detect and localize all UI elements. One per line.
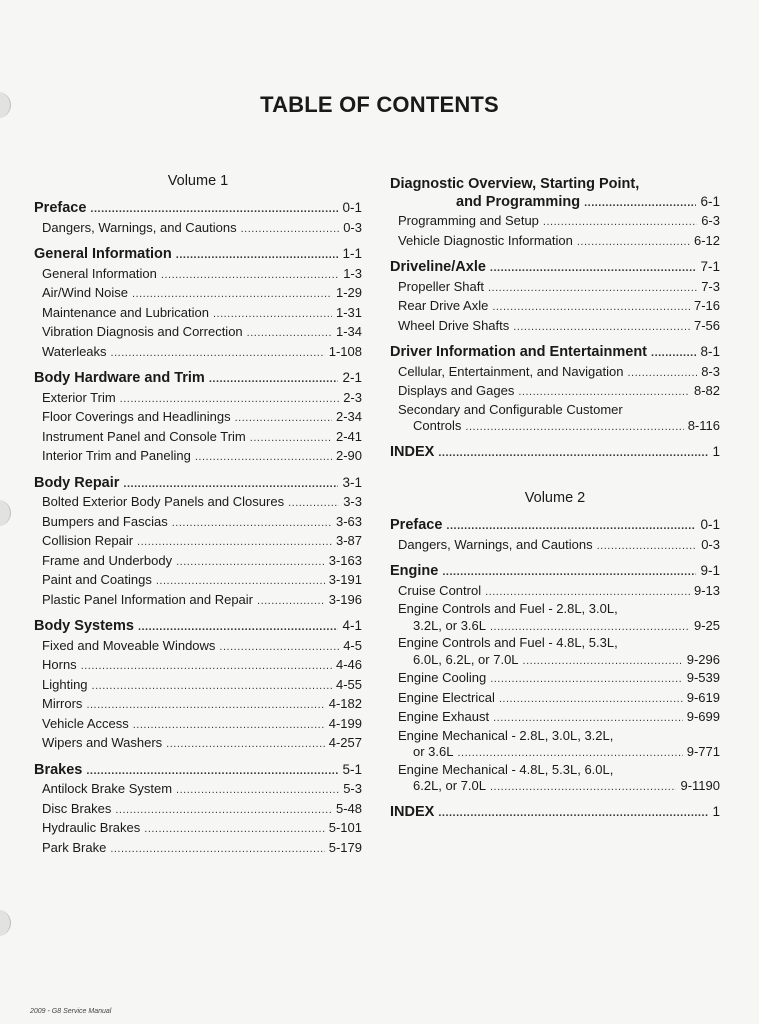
- toc-section[interactable]: [34, 369, 362, 467]
- toc-item-label: Hydraulic Brakes: [42, 820, 141, 835]
- toc-item-label: Vehicle Access: [42, 715, 129, 731]
- toc-section-diagnostic[interactable]: [390, 176, 720, 251]
- toc-item-label: Propeller Shaft: [398, 278, 484, 294]
- toc-item-page: 4-182: [328, 696, 362, 711]
- volume-2-heading: Volume 2: [524, 490, 586, 506]
- toc-item[interactable]: [34, 656, 362, 676]
- toc-item[interactable]: [34, 343, 362, 363]
- toc-item-page: 0-3: [701, 536, 720, 552]
- toc-item[interactable]: [390, 635, 720, 669]
- toc-item[interactable]: [390, 317, 720, 337]
- section-page: 0-1: [700, 517, 720, 532]
- toc-item-label: Engine Mechanical - 4.8L, 5.3L, 6.0L,: [398, 761, 614, 777]
- index-title: INDEX: [390, 803, 435, 820]
- section-title: Body Hardware and Trim: [34, 370, 205, 386]
- toc-item-label: Vibration Diagnosis and Correction: [42, 324, 243, 339]
- section-title: Driver Information and Entertainment: [390, 344, 648, 360]
- toc-item-label: Collision Repair: [42, 533, 134, 548]
- toc-item[interactable]: [34, 715, 362, 735]
- toc-item-page: 1-108: [328, 343, 362, 359]
- toc-item[interactable]: [34, 389, 362, 409]
- toc-item-label: Cruise Control: [398, 582, 482, 598]
- toc-section[interactable]: [34, 245, 362, 362]
- toc-section[interactable]: [34, 474, 362, 611]
- toc-item-label: Interior Trim and Paneling: [42, 448, 191, 463]
- toc-item-page: 1-31: [335, 304, 362, 320]
- toc-item-label: Park Brake: [42, 839, 107, 855]
- section-title: Body Systems: [34, 618, 134, 634]
- toc-item[interactable]: [390, 536, 720, 556]
- toc-item-page: 8-116: [687, 418, 720, 433]
- toc-item[interactable]: [34, 734, 362, 754]
- toc-item-label: Engine Electrical: [398, 689, 495, 705]
- toc-item-label: Lighting: [42, 676, 88, 692]
- toc-item-label: Engine Cooling: [398, 670, 487, 685]
- toc-item[interactable]: [34, 780, 362, 800]
- toc-item[interactable]: [390, 708, 720, 728]
- section-page: 6-1: [700, 194, 720, 209]
- section-page: 3-1: [342, 474, 362, 490]
- binder-hole: [0, 910, 11, 936]
- index-title: INDEX: [390, 443, 435, 460]
- toc-item-page: 4-5: [343, 637, 362, 653]
- toc-item-label-cont: 6.2L, or 7.0L: [413, 778, 486, 793]
- section-title: Brakes: [34, 761, 83, 778]
- toc-item[interactable]: [34, 676, 362, 696]
- section-page: 9-1: [700, 563, 720, 578]
- toc-item[interactable]: [34, 637, 362, 657]
- section-page: 4-1: [342, 618, 362, 633]
- toc-item[interactable]: [34, 219, 362, 239]
- toc-item-page: 3-3: [343, 494, 362, 509]
- toc-item-page: 2-41: [335, 428, 362, 444]
- toc-item[interactable]: [34, 513, 362, 533]
- binder-hole: [0, 500, 11, 526]
- toc-item[interactable]: [34, 552, 362, 572]
- toc-item-label: Exterior Trim: [42, 389, 116, 405]
- toc-item-page: 6-12: [693, 232, 720, 248]
- toc-item-label: Secondary and Configurable Customer: [398, 401, 623, 417]
- toc-item[interactable]: [390, 762, 720, 796]
- toc-item-page: 3-163: [328, 552, 362, 568]
- toc-section-engine[interactable]: [390, 562, 720, 796]
- section-title-cont: and Programming: [456, 194, 581, 210]
- toc-item[interactable]: [390, 728, 720, 762]
- toc-section[interactable]: [34, 761, 362, 859]
- toc-item[interactable]: [34, 591, 362, 611]
- toc-item[interactable]: [390, 601, 720, 635]
- section-title: Engine: [390, 563, 439, 579]
- toc-item-page: 8-3: [701, 363, 720, 379]
- toc-item[interactable]: [390, 669, 720, 689]
- index-page: 1: [712, 803, 720, 819]
- toc-item-label: Cellular, Entertainment, and Navigation: [398, 363, 624, 379]
- toc-item[interactable]: [34, 839, 362, 859]
- toc-item-page: 2-90: [335, 448, 362, 463]
- toc-item-page: 3-87: [335, 533, 362, 548]
- toc-item[interactable]: [34, 571, 362, 591]
- volume-1-sections: [34, 199, 362, 858]
- toc-item[interactable]: [34, 493, 362, 513]
- toc-item-label: Plastic Panel Information and Repair: [42, 591, 254, 607]
- toc-item[interactable]: [390, 297, 720, 317]
- toc-item[interactable]: [34, 695, 362, 715]
- toc-item-label: Vehicle Diagnostic Information: [398, 232, 573, 248]
- toc-item[interactable]: [34, 265, 362, 285]
- toc-item[interactable]: [34, 447, 362, 467]
- toc-item-label: Floor Coverings and Headlinings: [42, 409, 231, 424]
- toc-section-preface-vol2[interactable]: [390, 516, 720, 555]
- toc-item-page: 2-3: [343, 389, 362, 405]
- toc-item-page: 7-3: [701, 278, 720, 294]
- section-title: Driveline/Axle: [390, 259, 486, 275]
- toc-item-label-cont: Controls: [413, 418, 462, 433]
- toc-item-label: Engine Mechanical - 2.8L, 3.0L, 3.2L,: [398, 727, 614, 743]
- toc-item-label: Dangers, Warnings, and Cautions: [42, 219, 237, 235]
- toc-item[interactable]: [390, 402, 720, 436]
- toc-item-label: Disc Brakes: [42, 800, 112, 816]
- section-title: Preface: [390, 517, 443, 533]
- volume-1-heading: Volume 1: [167, 173, 229, 189]
- toc-item-label: Bolted Exterior Body Panels and Closures: [42, 494, 285, 509]
- toc-section[interactable]: [34, 199, 362, 238]
- toc-item-page: 7-56: [693, 317, 720, 333]
- footer-text: 2009 - G8 Service Manual: [30, 1008, 112, 1015]
- toc-item-label: Air/Wind Noise: [42, 285, 128, 300]
- toc-item-page: 5-101: [328, 820, 362, 835]
- toc-item-page: 1-3: [343, 265, 362, 281]
- section-title: Diagnostic Overview, Starting Point,: [390, 176, 640, 192]
- toc-item-page: 9-296: [686, 651, 720, 667]
- toc-item-label: Horns: [42, 657, 77, 672]
- section-title: Body Repair: [34, 474, 120, 491]
- toc-item-label: Engine Controls and Fuel - 2.8L, 3.0L,: [398, 601, 618, 616]
- index-page: 1: [712, 443, 720, 459]
- toc-item[interactable]: [34, 532, 362, 552]
- toc-item-label: Fixed and Moveable Windows: [42, 637, 216, 653]
- toc-item-label-cont: 3.2L, or 3.6L: [413, 617, 486, 633]
- toc-index-vol2[interactable]: [390, 803, 720, 823]
- section-title: Preface: [34, 200, 87, 216]
- toc-item-page: 1-34: [335, 324, 362, 339]
- toc-item-page: 6-3: [701, 213, 720, 228]
- toc-item-page: 4-199: [328, 715, 362, 731]
- toc-item-page: 9-771: [686, 744, 720, 759]
- toc-item-page: 0-3: [343, 219, 362, 235]
- toc-item[interactable]: [34, 819, 362, 839]
- section-page: 1-1: [342, 246, 362, 261]
- toc-section-driver-info[interactable]: [390, 343, 720, 436]
- toc-item-label: Dangers, Warnings, and Cautions: [398, 536, 593, 552]
- toc-item-label: Wipers and Washers: [42, 735, 163, 750]
- toc-item[interactable]: [390, 689, 720, 709]
- toc-item-label: Waterleaks: [42, 343, 107, 359]
- toc-item[interactable]: [390, 363, 720, 383]
- toc-item-label-cont: or 3.6L: [413, 744, 454, 759]
- toc-item-label: Rear Drive Axle: [398, 298, 489, 313]
- toc-item-page: 9-539: [686, 670, 720, 685]
- toc-item-label: Displays and Gages: [398, 383, 515, 398]
- toc-item-label-cont: 6.0L, 6.2L, or 7.0L: [413, 651, 519, 667]
- toc-item-label: Engine Exhaust: [398, 709, 490, 724]
- toc-index-vol1[interactable]: [390, 443, 720, 463]
- toc-item-page: 3-63: [335, 513, 362, 529]
- toc-item-page: 3-191: [328, 572, 362, 587]
- section-title: General Information: [34, 246, 172, 262]
- toc-item-label: Paint and Coatings: [42, 572, 152, 587]
- toc-item[interactable]: [34, 304, 362, 324]
- toc-item-page: 4-55: [335, 676, 362, 692]
- toc-item-page: 5-48: [335, 800, 362, 816]
- toc-item-page: 9-1190: [680, 778, 720, 793]
- toc-item[interactable]: [390, 212, 720, 232]
- toc-section-driveline[interactable]: [390, 258, 720, 336]
- toc-item-page: 9-699: [686, 709, 720, 724]
- toc-item-label: Frame and Underbody: [42, 552, 173, 568]
- toc-item-label: Instrument Panel and Console Trim: [42, 428, 246, 444]
- toc-item[interactable]: [34, 408, 362, 428]
- section-page: 2-1: [342, 370, 362, 385]
- toc-item-page: 1-29: [335, 285, 362, 300]
- toc-item-page: 9-13: [693, 582, 720, 598]
- toc-item-page: 9-25: [693, 617, 720, 633]
- toc-item-page: 7-16: [693, 298, 720, 313]
- toc-item-page: 3-196: [328, 591, 362, 607]
- toc-item-label: Mirrors: [42, 696, 83, 711]
- toc-item[interactable]: [390, 582, 720, 602]
- toc-item-page: 4-257: [328, 735, 362, 750]
- toc-item-page: 8-82: [693, 383, 720, 398]
- toc-item[interactable]: [390, 278, 720, 298]
- volume-1-column: [34, 173, 362, 865]
- section-page: 0-1: [342, 200, 362, 215]
- toc-item[interactable]: [34, 428, 362, 448]
- toc-item[interactable]: [390, 232, 720, 252]
- toc-item[interactable]: [34, 284, 362, 304]
- section-page: 8-1: [700, 344, 720, 359]
- toc-item-page: 2-34: [335, 409, 362, 424]
- toc-item[interactable]: [34, 323, 362, 343]
- toc-item-page: 5-3: [343, 781, 362, 796]
- toc-item-page: 5-179: [328, 839, 362, 855]
- toc-item[interactable]: [34, 800, 362, 820]
- toc-item-page: 9-619: [686, 689, 720, 705]
- toc-item-label: Programming and Setup: [398, 213, 539, 228]
- toc-item-label: General Information: [42, 265, 157, 281]
- right-column: [390, 176, 720, 829]
- toc-item[interactable]: [390, 382, 720, 402]
- toc-item-label: Wheel Drive Shafts: [398, 317, 510, 333]
- toc-item-label: Engine Controls and Fuel - 4.8L, 5.3L,: [398, 635, 618, 650]
- toc-item-label: Bumpers and Fascias: [42, 513, 168, 529]
- section-page: 7-1: [700, 259, 720, 274]
- toc-section[interactable]: [34, 617, 362, 754]
- toc-item-label: Antilock Brake System: [42, 781, 173, 796]
- section-page: 5-1: [342, 761, 362, 777]
- page-title: TABLE OF CONTENTS: [260, 92, 499, 117]
- toc-item-label: Maintenance and Lubrication: [42, 304, 209, 320]
- toc-item-page: 4-46: [335, 657, 362, 672]
